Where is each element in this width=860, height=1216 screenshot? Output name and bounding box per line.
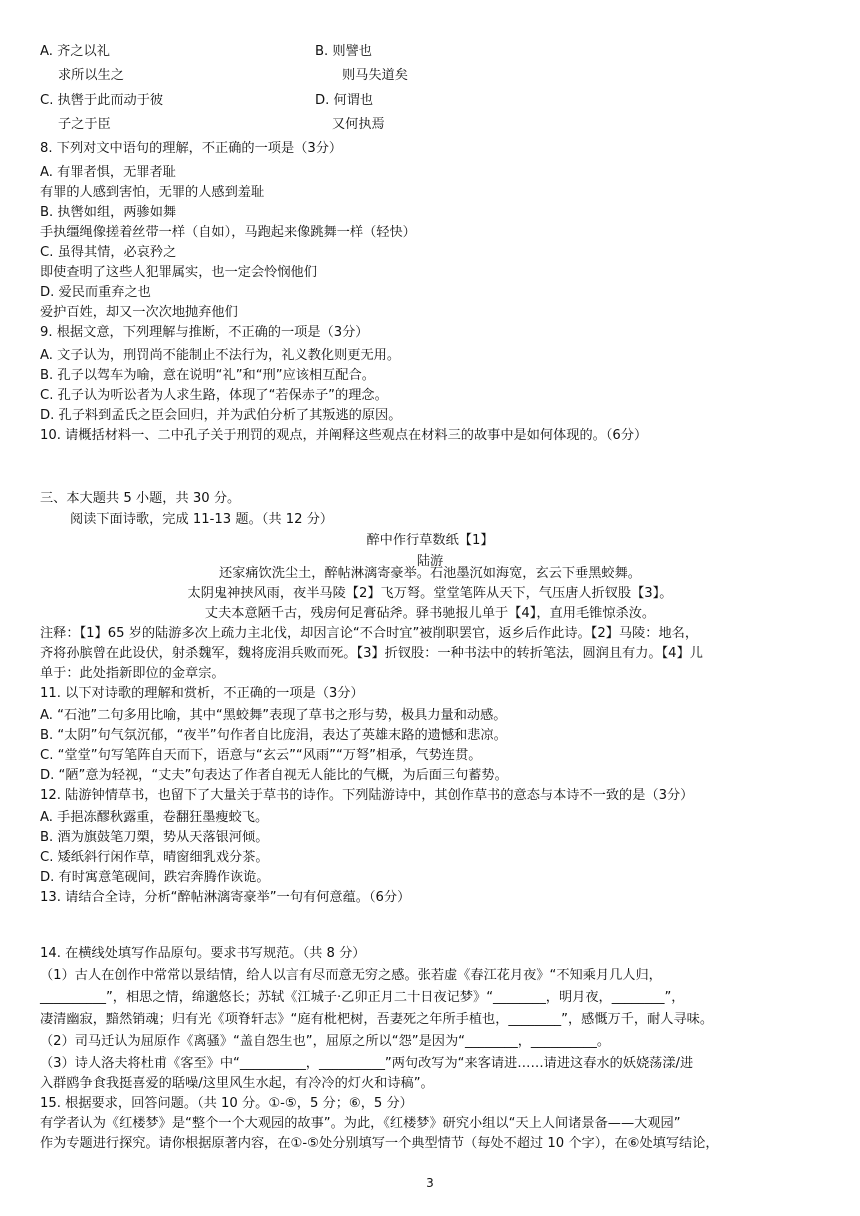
- poem-note-line-2: 齐将孙膑曾在此设伏，射杀魏军，魏将庞涓兵败而死。【3】折钗股：一种书法中的转折笔法，圆润且有力。【4】儿: [40, 646, 703, 661]
- q8-option-c-explanation: 即使查明了这些人犯罪属实，也一定会怜悯他们: [40, 265, 317, 280]
- poem-note-line-3: 单于：此处指新即位的金章宗。: [40, 666, 225, 681]
- q12-option-d: D. 有时寓意笔砚间，跌宕奔腾作诙诡。: [40, 870, 270, 885]
- q8-stem: 8. 下列对文中语句的理解，不正确的一项是（3分）: [40, 141, 343, 156]
- q7-option-b-line2: 则马失道矣: [342, 68, 408, 83]
- section-3-intro: 阅读下面诗歌，完成 11-13 题。（共 12 分）: [70, 512, 334, 527]
- q7-option-c-line2: 子之于臣: [58, 117, 111, 132]
- q8-option-d: D. 爱民而重弃之也: [40, 285, 151, 300]
- q14-stem: 14. 在横线处填写作品原句。要求书写规范。（共 8 分）: [40, 946, 366, 961]
- q7-option-a: A. 齐之以礼: [40, 44, 110, 59]
- q9-option-b: B. 孔子以驾车为喻，意在说明“礼”和“刑”应该相互配合。: [40, 368, 375, 383]
- q9-stem: 9. 根据文意，下列理解与推断，不正确的一项是（3分）: [40, 325, 369, 340]
- q14-part-3-line-1: （3）诗人洛夫将杜甫《客至》中“__________，__________”两句改写为“来客请进……请进这春水的妖娆荡漾/进: [40, 1056, 694, 1071]
- poem-note-line-1: 注释：【1】65 岁的陆游多次上疏力主北伐，却因言论“不合时宜”被削职罢官，返乡后作此诗。【2】马陵：地名，: [40, 626, 699, 641]
- q15-line-2: 作为专题进行探究。请你根据原著内容，在①-⑤处分别填写一个典型情节（每处不超过 10 个字），在⑥处填写结论，: [40, 1136, 719, 1151]
- q12-option-a: A. 手挹冻醪秋露重，卷翻狂墨瘦蛟飞。: [40, 810, 269, 825]
- q7-option-b: B. 则譬也: [315, 44, 372, 59]
- q7-option-d: D. 何谓也: [315, 93, 374, 108]
- q11-option-a: A. “石池”二句多用比喻，其中“黑蛟舞”表现了草书之形与势，极具力量和动感。: [40, 708, 507, 723]
- q8-option-b-explanation: 手执缰绳像搓着丝带一样（自如），马跑起来像跳舞一样（轻快）: [40, 225, 416, 240]
- q11-option-d: D. “陋”意为轻视，“丈夫”句表达了作者自视无人能比的气概，为后面三句蓄势。: [40, 768, 508, 783]
- q8-option-b: B. 执辔如组，两骖如舞: [40, 205, 177, 220]
- q9-option-d: D. 孔子料到孟氏之臣会回归，并为武伯分析了其叛逃的原因。: [40, 408, 402, 423]
- q10-stem: 10. 请概括材料一、二中孔子关于刑罚的观点，并阐释这些观点在材料三的故事中是如何体现的。（6分）: [40, 428, 648, 443]
- q8-option-c: C. 虽得其情，必哀矜之: [40, 245, 177, 260]
- q7-option-c: C. 执辔于此而动于彼: [40, 93, 164, 108]
- q14-part-1-line-1: （1）古人在创作中常常以景结情，给人以言有尽而意无穷之感。张若虚《春江花月夜》“不知乘月几人归，: [40, 968, 662, 983]
- q15-line-1: 有学者认为《红楼梦》是“整个一个大观园的故事”。为此，《红楼梦》研究小组以“天上人间诸景备——大观园”: [40, 1116, 681, 1131]
- q8-option-d-explanation: 爱护百姓，却又一次次地抛弃他们: [40, 305, 238, 320]
- q8-option-a: A. 有罪者惧，无罪者耻: [40, 165, 176, 180]
- poem-line-3: 丈夫本意陋千古，残房何足膏砧斧。驿书驰报儿单于【4】，直用毛锥惊杀汝。: [204, 606, 656, 621]
- q9-option-a: A. 文子认为，刑罚尚不能制止不法行为，礼义教化则更无用。: [40, 348, 401, 363]
- q7-option-a-line2: 求所以生之: [58, 68, 124, 83]
- q14-part-1-line-2: __________”，相思之情，绵邈悠长；苏轼《江城子·乙卯正月二十日夜记梦》“________，明月夜，________”，: [40, 990, 685, 1005]
- q8-option-a-explanation: 有罪的人感到害怕，无罪的人感到羞耻: [40, 185, 265, 200]
- q12-option-c: C. 矮纸斜行闲作草，晴窗细乳戏分茶。: [40, 850, 269, 865]
- q11-option-b: B. “太阴”句气氛沉郁，“夜半”句作者自比庞涓，表达了英雄末路的遗憾和悲凉。: [40, 728, 507, 743]
- poem-author: 陆游: [416, 554, 444, 569]
- q15-stem: 15. 根据要求，回答问题。（共 10 分。①-⑤，5 分；⑥，5 分）: [40, 1096, 413, 1111]
- page-number: 3: [426, 1176, 434, 1190]
- q12-stem: 12. 陆游钟情草书，也留下了大量关于草书的诗作。下列陆游诗中，其创作草书的意态与本诗不一致的是（3分）: [40, 788, 694, 803]
- q11-option-c: C. “堂堂”句写笔阵自天而下，语意与“玄云”“风雨”“万弩”相承，气势连贯。: [40, 748, 482, 763]
- poem-title: 醉中作行草数纸【1】: [366, 533, 494, 548]
- q13-stem: 13. 请结合全诗，分析“醉帖淋漓寄豪举”一句有何意蕴。（6分）: [40, 890, 411, 905]
- q7-option-d-line2: 又何执焉: [332, 117, 385, 132]
- q14-part-2: （2）司马迁认为屈原作《离骚》“盖自怨生也”，屈原之所以“怨”是因为“________，__________。: [40, 1034, 611, 1049]
- q9-option-c: C. 孔子认为听讼者为人求生路，体现了“若保赤子”的理念。: [40, 388, 388, 403]
- q14-part-3-line-2: 入群鸥争食我挺喜爱的聒噪/这里风生水起，有冷冷的灯火和诗稿”。: [40, 1076, 434, 1091]
- q14-part-1-line-3: 凄清幽寂，黯然销魂；归有光《项脊轩志》“庭有枇杷树，吾妻死之年所手植也，________”，感慨万千，耐人寻味。: [40, 1012, 714, 1027]
- q11-stem: 11. 以下对诗歌的理解和赏析，不正确的一项是（3分）: [40, 686, 364, 701]
- poem-line-2: 太阴鬼神挟风雨，夜半马陵【2】飞万弩。堂堂笔阵从天下，气压唐人折钗股【3】。: [187, 586, 673, 601]
- section-3-heading: 三、本大题共 5 小题，共 30 分。: [40, 491, 241, 506]
- q12-option-b: B. 酒为旗鼓笔刀槊，势从天落银河倾。: [40, 830, 269, 845]
- poem-line-1: 还家痛饮洗尘土，醉帖淋漓寄豪举。石池墨沉如海宽，玄云下垂黑蛟舞。: [219, 566, 641, 581]
